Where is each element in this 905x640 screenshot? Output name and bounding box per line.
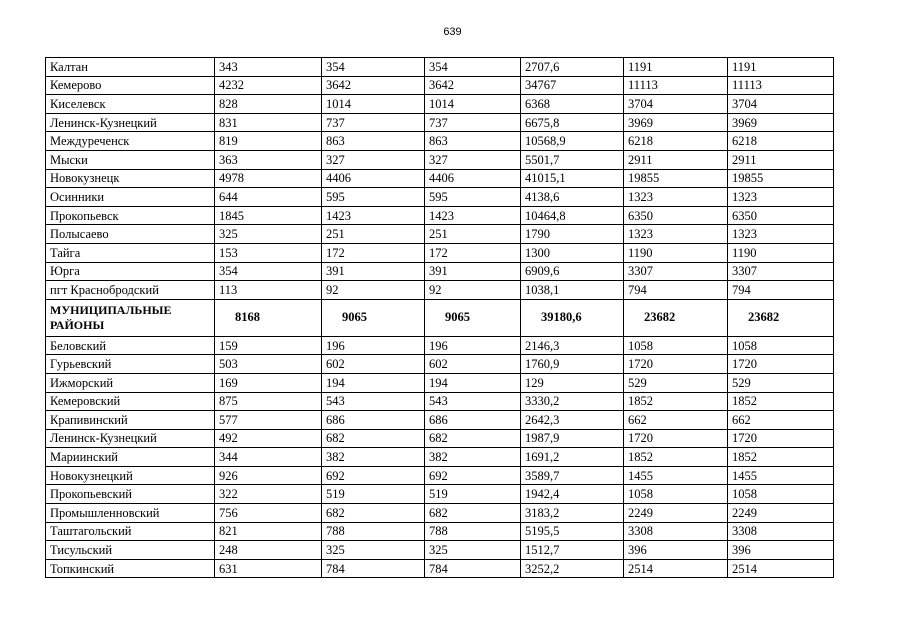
value-cell-2: 196	[322, 336, 425, 355]
value-cell-2: 788	[322, 522, 425, 541]
value-cell-5: 794	[624, 281, 728, 300]
value-cell-4: 1038,1	[521, 281, 624, 300]
municipality-name-cell: Новокузнецкий	[46, 466, 215, 485]
value-cell-6: 1191	[728, 58, 834, 77]
value-cell-4: 1987,9	[521, 429, 624, 448]
municipality-name-cell: Калтан	[46, 58, 215, 77]
value-cell-3: 788	[425, 522, 521, 541]
value-cell-6: 1852	[728, 392, 834, 411]
value-cell-6: 6218	[728, 132, 834, 151]
page-number: 639	[443, 26, 462, 38]
municipality-name-cell: Кемерово	[46, 76, 215, 95]
value-cell-2: 194	[322, 373, 425, 392]
value-cell-5: 19855	[624, 169, 728, 188]
value-cell-3: 391	[425, 262, 521, 281]
value-cell-4: 2707,6	[521, 58, 624, 77]
municipality-name-cell: Осинники	[46, 188, 215, 207]
value-cell-1: 8168	[215, 299, 322, 336]
value-cell-6: 1058	[728, 336, 834, 355]
value-cell-6: 3307	[728, 262, 834, 281]
value-cell-6: 1720	[728, 355, 834, 374]
value-cell-3: 737	[425, 113, 521, 132]
municipality-name-cell: Ленинск-Кузнецкий	[46, 429, 215, 448]
value-cell-3: 519	[425, 485, 521, 504]
table-row	[46, 225, 834, 244]
table-row	[46, 485, 834, 504]
value-cell-2: 9065	[322, 299, 425, 336]
table-row	[46, 169, 834, 188]
value-cell-2: 1423	[322, 206, 425, 225]
value-cell-2: 543	[322, 392, 425, 411]
value-cell-6: 1720	[728, 429, 834, 448]
value-cell-3: 354	[425, 58, 521, 77]
table-row	[46, 448, 834, 467]
value-cell-6: 1455	[728, 466, 834, 485]
value-cell-2: 92	[322, 281, 425, 300]
value-cell-6: 2514	[728, 559, 834, 578]
value-cell-6: 2249	[728, 504, 834, 523]
value-cell-3: 3642	[425, 76, 521, 95]
value-cell-6: 11113	[728, 76, 834, 95]
value-cell-1: 756	[215, 504, 322, 523]
value-cell-4: 3330,2	[521, 392, 624, 411]
value-cell-3: 543	[425, 392, 521, 411]
value-cell-5: 6218	[624, 132, 728, 151]
value-cell-2: 354	[322, 58, 425, 77]
value-cell-2: 251	[322, 225, 425, 244]
value-cell-2: 682	[322, 429, 425, 448]
table-row	[46, 243, 834, 262]
value-cell-5: 1720	[624, 355, 728, 374]
value-cell-6: 529	[728, 373, 834, 392]
value-cell-4: 3252,2	[521, 559, 624, 578]
value-cell-2: 172	[322, 243, 425, 262]
value-cell-3: 196	[425, 336, 521, 355]
table-row	[46, 522, 834, 541]
value-cell-1: 322	[215, 485, 322, 504]
value-cell-1: 354	[215, 262, 322, 281]
value-cell-1: 644	[215, 188, 322, 207]
value-cell-5: 2249	[624, 504, 728, 523]
value-cell-2: 692	[322, 466, 425, 485]
municipality-name-cell: Крапивинский	[46, 411, 215, 430]
value-cell-6: 3308	[728, 522, 834, 541]
table-row	[46, 411, 834, 430]
table-row	[46, 132, 834, 151]
value-cell-5: 1852	[624, 392, 728, 411]
value-cell-4: 3183,2	[521, 504, 624, 523]
value-cell-4: 2146,3	[521, 336, 624, 355]
value-cell-5: 11113	[624, 76, 728, 95]
municipality-name-cell: Промышленновский	[46, 504, 215, 523]
value-cell-4: 41015,1	[521, 169, 624, 188]
value-cell-6: 23682	[728, 299, 834, 336]
value-cell-3: 172	[425, 243, 521, 262]
value-cell-3: 682	[425, 429, 521, 448]
value-cell-2: 737	[322, 113, 425, 132]
table-row	[46, 299, 834, 336]
table-row	[46, 336, 834, 355]
municipality-name-cell: Таштагольский	[46, 522, 215, 541]
municipality-name-cell: Гурьевский	[46, 355, 215, 374]
municipality-name-cell: пгт Краснобродский	[46, 281, 215, 300]
table-body	[46, 58, 834, 578]
municipality-name-cell: Тайга	[46, 243, 215, 262]
value-cell-4: 5195,5	[521, 522, 624, 541]
value-cell-4: 1942,4	[521, 485, 624, 504]
value-cell-6: 3704	[728, 95, 834, 114]
value-cell-6: 1323	[728, 225, 834, 244]
value-cell-4: 2642,3	[521, 411, 624, 430]
value-cell-4: 1512,7	[521, 541, 624, 560]
value-cell-1: 828	[215, 95, 322, 114]
value-cell-1: 819	[215, 132, 322, 151]
value-cell-4: 1760,9	[521, 355, 624, 374]
value-cell-5: 3969	[624, 113, 728, 132]
municipality-name-cell: Юрга	[46, 262, 215, 281]
value-cell-6: 396	[728, 541, 834, 560]
table-row	[46, 281, 834, 300]
value-cell-3: 602	[425, 355, 521, 374]
value-cell-3: 325	[425, 541, 521, 560]
value-cell-1: 1845	[215, 206, 322, 225]
value-cell-2: 1014	[322, 95, 425, 114]
value-cell-1: 169	[215, 373, 322, 392]
value-cell-5: 2911	[624, 150, 728, 169]
value-cell-6: 1058	[728, 485, 834, 504]
value-cell-1: 113	[215, 281, 322, 300]
value-cell-3: 9065	[425, 299, 521, 336]
table-row	[46, 58, 834, 77]
municipality-name-cell: Мыски	[46, 150, 215, 169]
value-cell-2: 4406	[322, 169, 425, 188]
value-cell-1: 577	[215, 411, 322, 430]
value-cell-4: 4138,6	[521, 188, 624, 207]
value-cell-1: 821	[215, 522, 322, 541]
value-cell-6: 1852	[728, 448, 834, 467]
value-cell-1: 831	[215, 113, 322, 132]
value-cell-3: 1423	[425, 206, 521, 225]
value-cell-3: 686	[425, 411, 521, 430]
table-row	[46, 113, 834, 132]
value-cell-4: 34767	[521, 76, 624, 95]
value-cell-5: 1191	[624, 58, 728, 77]
value-cell-2: 3642	[322, 76, 425, 95]
value-cell-1: 159	[215, 336, 322, 355]
value-cell-4: 3589,7	[521, 466, 624, 485]
value-cell-2: 682	[322, 504, 425, 523]
table-row	[46, 559, 834, 578]
value-cell-5: 1323	[624, 225, 728, 244]
value-cell-2: 382	[322, 448, 425, 467]
value-cell-3: 194	[425, 373, 521, 392]
value-cell-4: 1691,2	[521, 448, 624, 467]
value-cell-5: 3307	[624, 262, 728, 281]
value-cell-1: 4978	[215, 169, 322, 188]
value-cell-1: 325	[215, 225, 322, 244]
value-cell-2: 595	[322, 188, 425, 207]
value-cell-3: 682	[425, 504, 521, 523]
value-cell-2: 327	[322, 150, 425, 169]
value-cell-4: 129	[521, 373, 624, 392]
value-cell-5: 23682	[624, 299, 728, 336]
value-cell-5: 396	[624, 541, 728, 560]
table-row	[46, 76, 834, 95]
municipality-name-cell: Киселевск	[46, 95, 215, 114]
value-cell-2: 784	[322, 559, 425, 578]
value-cell-4: 6675,8	[521, 113, 624, 132]
value-cell-5: 662	[624, 411, 728, 430]
data-table	[45, 57, 834, 578]
value-cell-5: 1190	[624, 243, 728, 262]
table-row	[46, 355, 834, 374]
table-row	[46, 150, 834, 169]
value-cell-3: 251	[425, 225, 521, 244]
value-cell-1: 875	[215, 392, 322, 411]
table-row	[46, 206, 834, 225]
value-cell-5: 1720	[624, 429, 728, 448]
value-cell-3: 1014	[425, 95, 521, 114]
value-cell-5: 3704	[624, 95, 728, 114]
value-cell-1: 4232	[215, 76, 322, 95]
value-cell-5: 529	[624, 373, 728, 392]
value-cell-6: 2911	[728, 150, 834, 169]
municipality-name-cell: Мариинский	[46, 448, 215, 467]
municipality-name-cell: Топкинский	[46, 559, 215, 578]
value-cell-2: 391	[322, 262, 425, 281]
value-cell-1: 926	[215, 466, 322, 485]
value-cell-6: 1323	[728, 188, 834, 207]
value-cell-2: 519	[322, 485, 425, 504]
municipality-name-cell: Кемеровский	[46, 392, 215, 411]
table-row	[46, 262, 834, 281]
value-cell-1: 363	[215, 150, 322, 169]
municipality-name-cell: Тисульский	[46, 541, 215, 560]
value-cell-4: 1300	[521, 243, 624, 262]
table-row	[46, 504, 834, 523]
value-cell-5: 6350	[624, 206, 728, 225]
value-cell-1: 343	[215, 58, 322, 77]
municipality-name-cell: МУНИЦИПАЛЬНЫЕ РАЙОНЫ	[46, 299, 215, 336]
value-cell-1: 344	[215, 448, 322, 467]
value-cell-3: 595	[425, 188, 521, 207]
value-cell-6: 662	[728, 411, 834, 430]
value-cell-5: 1455	[624, 466, 728, 485]
value-cell-1: 153	[215, 243, 322, 262]
value-cell-3: 692	[425, 466, 521, 485]
value-cell-3: 382	[425, 448, 521, 467]
value-cell-4: 39180,6	[521, 299, 624, 336]
value-cell-5: 2514	[624, 559, 728, 578]
municipality-name-cell: Прокопьевск	[46, 206, 215, 225]
value-cell-4: 10568,9	[521, 132, 624, 151]
municipality-name-cell: Ижморский	[46, 373, 215, 392]
value-cell-3: 327	[425, 150, 521, 169]
value-cell-6: 1190	[728, 243, 834, 262]
value-cell-1: 631	[215, 559, 322, 578]
value-cell-2: 602	[322, 355, 425, 374]
value-cell-6: 3969	[728, 113, 834, 132]
value-cell-2: 686	[322, 411, 425, 430]
value-cell-4: 5501,7	[521, 150, 624, 169]
value-cell-6: 794	[728, 281, 834, 300]
value-cell-1: 248	[215, 541, 322, 560]
value-cell-3: 784	[425, 559, 521, 578]
value-cell-5: 1852	[624, 448, 728, 467]
value-cell-2: 863	[322, 132, 425, 151]
value-cell-4: 6368	[521, 95, 624, 114]
municipality-name-cell: Междуреченск	[46, 132, 215, 151]
value-cell-3: 4406	[425, 169, 521, 188]
value-cell-3: 92	[425, 281, 521, 300]
value-cell-5: 1058	[624, 485, 728, 504]
municipality-name-cell: Новокузнецк	[46, 169, 215, 188]
table-row	[46, 466, 834, 485]
value-cell-3: 863	[425, 132, 521, 151]
municipality-name-cell: Полысаево	[46, 225, 215, 244]
value-cell-1: 503	[215, 355, 322, 374]
table-row	[46, 541, 834, 560]
table-row	[46, 392, 834, 411]
table-row	[46, 188, 834, 207]
value-cell-6: 6350	[728, 206, 834, 225]
value-cell-5: 1323	[624, 188, 728, 207]
value-cell-6: 19855	[728, 169, 834, 188]
value-cell-5: 3308	[624, 522, 728, 541]
value-cell-1: 492	[215, 429, 322, 448]
value-cell-4: 10464,8	[521, 206, 624, 225]
value-cell-4: 6909,6	[521, 262, 624, 281]
table-row	[46, 95, 834, 114]
municipality-name-cell: Ленинск-Кузнецкий	[46, 113, 215, 132]
table-row	[46, 429, 834, 448]
value-cell-2: 325	[322, 541, 425, 560]
value-cell-4: 1790	[521, 225, 624, 244]
table-row	[46, 373, 834, 392]
municipality-name-cell: Прокопьевский	[46, 485, 215, 504]
value-cell-5: 1058	[624, 336, 728, 355]
municipality-name-cell: Беловский	[46, 336, 215, 355]
